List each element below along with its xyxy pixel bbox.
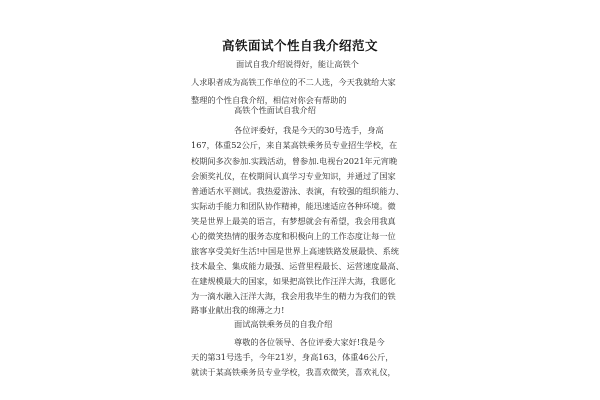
text-line: 心的微笑热情的服务态度和积极向上的工作态度让每一位 (191, 231, 396, 241)
subheading: 面试高铁乘务员的自我介绍 (234, 319, 333, 329)
text-line: 实际动手能力和团队协作精神，能迅速适应各种环境。微 (191, 201, 396, 211)
text-line: 在建规模最大的国家，如果把高铁比作汪洋大海，我愿化 (191, 276, 396, 286)
text-line: 路事业献出我的绵薄之力! (191, 305, 285, 315)
text-line: 为一滴水融入汪洋大海，我会用我毕生的精力为我们的铁 (191, 291, 396, 301)
text-line: 旅客享受美好生活!中国是世界上高速铁路发展最快、系统 (191, 246, 399, 256)
subheading: 高铁个性面试自我介绍 (234, 105, 316, 115)
text-line: 整理的个性自我介绍，相信对你会有帮助的 (191, 95, 347, 105)
text-line: 各位评委好，我是今天的30号选手，身高 (234, 125, 384, 135)
text-line: 会颁奖礼仪，在校期间认真学习专业知识，并通过了国家 (191, 171, 396, 181)
text-line: 面试自我介绍说得好，能让高铁个 (236, 59, 359, 69)
text-line: 就读于某高铁乘务员专业学校，我喜欢微笑，喜欢礼仪， (191, 367, 396, 377)
text-line: 天的第31号选手，今年21岁，身高163，体重46公斤， (191, 352, 394, 362)
text-line: 普通话水平测试。我热爱游泳、表演，有较强的组织能力、 (191, 186, 404, 196)
text-line: 尊敬的各位领导、各位评委大家好!我是今 (234, 337, 385, 347)
text-line: 校期间多次参加.实践活动，曾参加.电视台2021年元宵晚 (191, 156, 398, 166)
text-line: 笑是世界上最美的语言，有梦想就会有希望，我会用我真 (191, 216, 396, 226)
text-line: 人求职者成为高铁工作单位的不二人选，今天我就给大家 (191, 77, 396, 87)
document-title: 高铁面试个性自我介绍范文 (221, 38, 378, 53)
text-line: 167，体重52公斤，来自某高铁乘务员专业招生学校，在 (191, 140, 398, 150)
text-line: 技术最全、集成能力最强、运营里程最长、运营速度最高、 (191, 261, 404, 271)
